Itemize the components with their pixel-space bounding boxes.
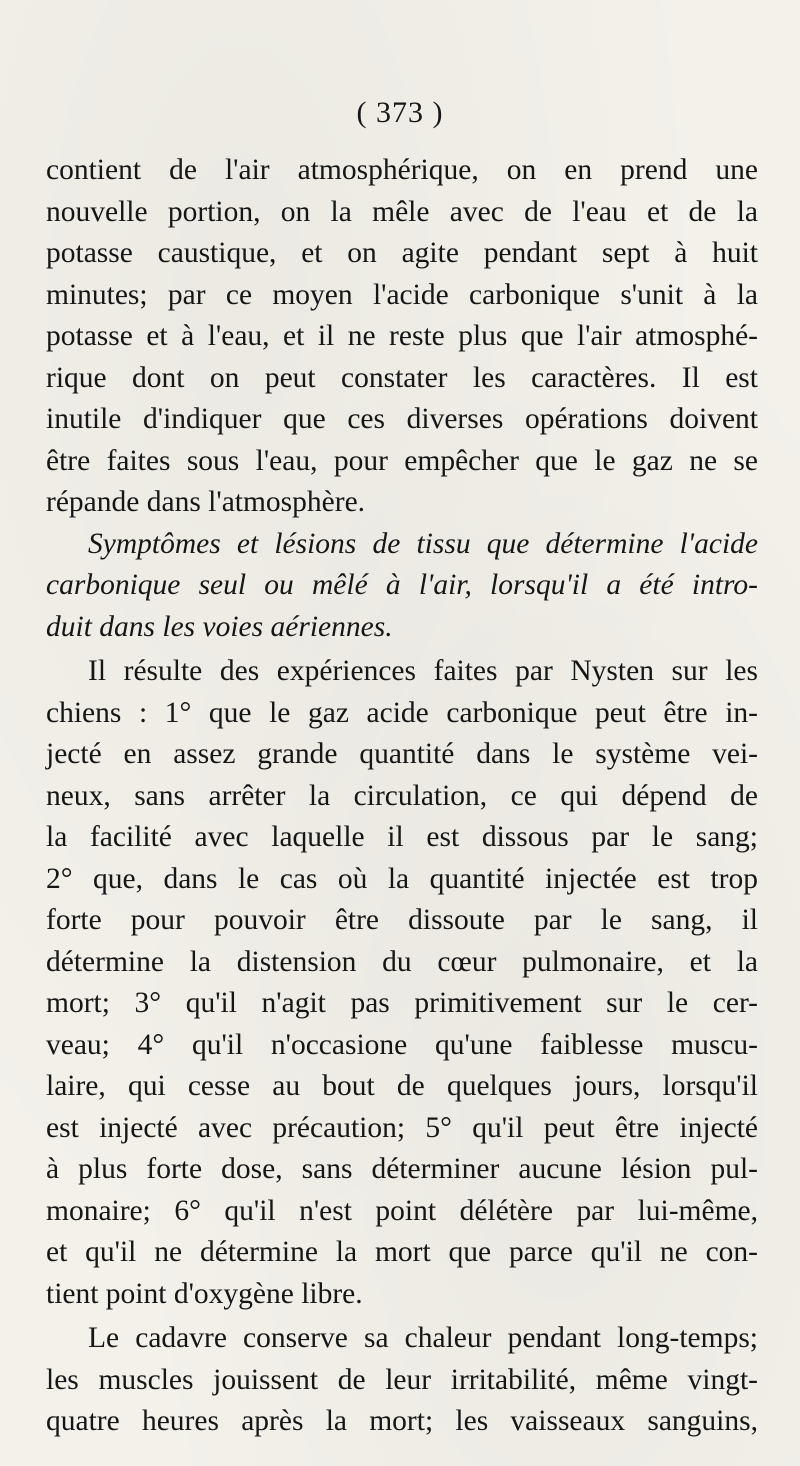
text-line: potasse et à l'eau, et il ne reste plus que l'air atmosphé- bbox=[46, 320, 758, 352]
paragraph bbox=[46, 1318, 758, 1443]
text-line: jecté en assez grande quantité dans le système vei- bbox=[46, 738, 758, 770]
text-line: à plus forte dose, sans déterminer aucune lésion pul- bbox=[46, 1153, 758, 1185]
text-line: potasse caustique, et on agite pendant sept à huit bbox=[46, 237, 758, 269]
text-line: est injecté avec précaution; 5° qu'il peut être injecté bbox=[46, 1111, 758, 1144]
text-line: minutes; par ce moyen l'acide carbonique s'unit à la bbox=[46, 278, 758, 311]
text-line: laire, qui cesse au bout de quelques jours, lorsqu'il bbox=[46, 1070, 758, 1102]
paragraph bbox=[46, 150, 758, 524]
text-line: les muscles jouissent de leur irritabilité, même vingt- bbox=[46, 1363, 758, 1396]
text-line: veau; 4° qu'il n'occasione qu'une faiblesse muscu- bbox=[46, 1028, 758, 1061]
text-line: quatre heures après la mort; les vaisseaux sanguins, bbox=[46, 1405, 758, 1437]
text-line: contient de l'air atmosphérique, on en prend une bbox=[46, 154, 758, 186]
text-line: 2° que, dans le cas où la quantité injectée est trop bbox=[46, 862, 758, 895]
text-line: inutile d'indiquer que ces diverses opérations doivent bbox=[46, 403, 758, 435]
body-text bbox=[46, 150, 758, 1443]
text-line: mort; 3° qu'il n'agit pas primitivement sur le cer- bbox=[46, 987, 758, 1019]
text-line: Le cadavre conserve sa chaleur pendant long-temps; bbox=[88, 1322, 758, 1354]
text-line: répande dans l'atmosphère. bbox=[46, 486, 366, 518]
text-line: chiens : 1° que le gaz acide carbonique peut être in- bbox=[46, 696, 758, 729]
text-line: monaire; 6° qu'il n'est point délétère par lui-même, bbox=[46, 1194, 758, 1227]
section-heading bbox=[46, 524, 758, 649]
page-number: ( 373 ) bbox=[356, 96, 444, 129]
text-line: nouvelle portion, on la mêle avec de l'eau et de la bbox=[46, 195, 758, 228]
text-line: tient point d'oxygène libre. bbox=[46, 1277, 363, 1310]
paragraph bbox=[46, 651, 758, 1315]
text-line: détermine la distension du cœur pulmonaire, et la bbox=[46, 945, 758, 978]
text-line: la facilité avec laquelle il est dissous par le sang; bbox=[46, 821, 758, 853]
text-line: et qu'il ne détermine la mort que parce qu'il ne con- bbox=[46, 1236, 758, 1268]
text-line: neux, sans arrêter la circulation, ce qui dépend de bbox=[46, 779, 758, 812]
text-line: forte pour pouvoir être dissoute par le sang, il bbox=[46, 904, 758, 936]
text-line: Il résulte des expériences faites par Nysten sur les bbox=[88, 655, 758, 687]
text-line: carbonique seul ou mêlé à l'air, lorsqu'il a été intro- bbox=[46, 569, 758, 601]
text-line: duit dans les voies aériennes. bbox=[46, 610, 393, 643]
text-line: Symptômes et lésions de tissu que détermine l'acide bbox=[88, 527, 758, 560]
text-line: rique dont on peut constater les caractères. Il est bbox=[46, 361, 758, 394]
text-line: être faites sous l'eau, pour empêcher que le gaz ne se bbox=[46, 444, 758, 477]
